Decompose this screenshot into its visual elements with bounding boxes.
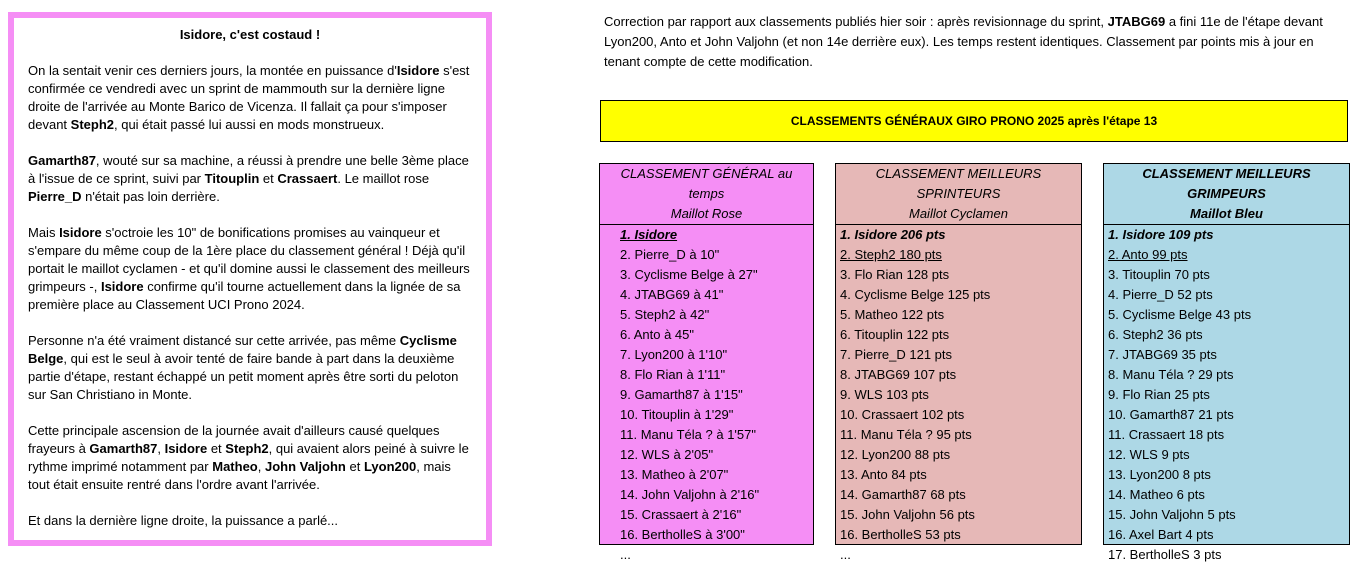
ranking-row: 2. Pierre_D à 10" (620, 247, 720, 262)
rider-name: Pierre_D (28, 189, 82, 204)
ranking-row: 6. Steph2 36 pts (1108, 327, 1203, 342)
ranking-row: 3. Flo Rian 128 pts (840, 267, 950, 282)
ranking-row: 8. Manu Téla ? 29 pts (1108, 367, 1234, 382)
ranking-row: 6. Anto à 45" (620, 327, 695, 342)
article-paragraph (28, 512, 472, 530)
rider-name: Cyclisme Belge (28, 333, 457, 366)
rider-name: Isidore (396, 63, 440, 78)
climb-classification-list (1104, 225, 1349, 565)
ranking-row: 4. JTABG69 à 41" (620, 287, 724, 302)
ranking-row: 4. Cyclisme Belge 125 pts (840, 287, 991, 302)
correction-note (604, 12, 1334, 72)
ranking-row: 16. BertholleS 53 pts (840, 527, 961, 542)
ranking-row: 10. Gamarth87 21 pts (1108, 407, 1234, 422)
rider-name: Isidore (100, 279, 144, 294)
article-paragraph (28, 224, 472, 314)
ranking-row: 5. Cyclisme Belge 43 pts (1108, 307, 1252, 322)
banner-title: CLASSEMENTS GÉNÉRAUX GIRO PRONO 2025 après l'étape 13 (790, 114, 1158, 128)
rider-name: Gamarth87 (89, 441, 158, 456)
text-run: , mais tout était ensuite rentré dans l'ordre avant l'arrivée. (28, 459, 451, 492)
climb-classification-title: CLASSEMENT MEILLEURS GRIMPEURS (1142, 166, 1311, 201)
article-paragraph (28, 332, 472, 404)
climb-classification-subtitle: Maillot Bleu (1190, 206, 1263, 221)
ranking-row: 8. Flo Rian à 1'11" (620, 367, 726, 382)
rider-name: JTABG69 (1107, 14, 1166, 29)
text-run: , wouté sur sa machine, a réussi à prendre une belle 3ème place à l'issue de ce sprint, suivi par (28, 153, 469, 186)
climb-classification-table (1103, 163, 1350, 562)
ranking-row: 11. Manu Téla ? à 1'57" (620, 427, 756, 442)
article-body (28, 62, 472, 530)
sprint-classification-header (836, 164, 1081, 225)
ranking-row: 16. Axel Bart 4 pts (1108, 527, 1214, 542)
text-run: , qui était passé lui aussi en mods monstrueux. (114, 117, 385, 132)
text-run: a fini 11e de l'étape devant Lyon200, Anto et John Valjohn (et non 14e derrière eux). Les temps restent identiques. Classement par points mis à jour en tenant compte de cette modification. (604, 14, 1323, 69)
ranking-row: 14. John Valjohn à 2'16" (620, 487, 760, 502)
general-classification-list (600, 225, 813, 565)
text-run: et (207, 441, 226, 456)
ranking-row: 7. Pierre_D 121 pts (840, 347, 953, 362)
general-classification-header (600, 164, 813, 225)
general-classification-title: CLASSEMENT GÉNÉRAL au temps (620, 166, 793, 201)
ranking-row: 1. Isidore 206 pts (840, 227, 946, 242)
ranking-row: 11. Manu Téla ? 95 pts (840, 427, 972, 442)
ranking-row: 1. Isidore 109 pts (1108, 227, 1214, 242)
rider-name: Titouplin (204, 171, 260, 186)
article-paragraph (28, 422, 472, 494)
text-run: Et dans la dernière ligne droite, la puissance a parlé... (28, 513, 339, 528)
rider-name: Matheo (212, 459, 258, 474)
ranking-row: 7. JTABG69 35 pts (1108, 347, 1217, 362)
text-run: , (157, 441, 165, 456)
text-run: et (345, 459, 364, 474)
rider-name: Isidore (164, 441, 208, 456)
ranking-row: 9. Gamarth87 à 1'15" (620, 387, 743, 402)
ranking-row: 3. Cyclisme Belge à 27" (620, 267, 758, 282)
ranking-row: 17. BertholleS 3 pts (1108, 547, 1222, 562)
text-run: , qui avaient alors peiné à suivre le rythme imprimé notamment par (28, 441, 469, 474)
ranking-row: 1. Isidore (620, 227, 678, 242)
ranking-row: 13. Anto 84 pts (840, 467, 927, 482)
ranking-row: ... (620, 547, 631, 562)
ranking-row: 15. John Valjohn 56 pts (840, 507, 975, 522)
text-run: confirme qu'il tourne actuellement dans la lignée de sa première place au Classement UCI Prono 2024. (28, 279, 461, 312)
text-run: et (259, 171, 278, 186)
text-run: n'était pas loin derrière. (81, 189, 220, 204)
sprint-classification-title: CLASSEMENT MEILLEURS SPRINTEURS (875, 166, 1042, 201)
rider-name: Isidore (59, 225, 102, 240)
climb-classification-header (1104, 164, 1349, 225)
ranking-row: 3. Titouplin 70 pts (1108, 267, 1210, 282)
ranking-row: 14. Matheo 6 pts (1108, 487, 1205, 502)
ranking-row: 14. Gamarth87 68 pts (840, 487, 966, 502)
ranking-row: 5. Steph2 à 42" (620, 307, 710, 322)
ranking-row: 4. Pierre_D 52 pts (1108, 287, 1213, 302)
text-run: Cette principale ascension de la journée avait d'ailleurs causé quelques frayeurs à (28, 423, 440, 456)
rider-name: Steph2 (225, 441, 269, 456)
article-paragraph (28, 152, 472, 206)
ranking-row: ... (840, 547, 851, 562)
text-run: . Le maillot rose (337, 171, 430, 186)
ranking-row: 15. John Valjohn 5 pts (1108, 507, 1236, 522)
ranking-row: 10. Titouplin à 1'29" (620, 407, 734, 422)
text-run: s'est confirmée ce vendredi avec un sprint de mammouth sur la dernière ligne droite de l'arrivée au Monte Barico de Vicenza. Il fallait ça pour s'imposer devant (28, 63, 470, 132)
ranking-row: 11. Crassaert 18 pts (1108, 427, 1225, 442)
classification-banner (600, 100, 1348, 142)
rider-name: Crassaert (277, 171, 338, 186)
sprint-classification-table (835, 163, 1082, 562)
ranking-row: 8. JTABG69 107 pts (840, 367, 957, 382)
rider-name: Lyon200 (363, 459, 417, 474)
ranking-row: 13. Matheo à 2'07" (620, 467, 729, 482)
ranking-row: 16. BertholleS à 3'00" (620, 527, 745, 542)
ranking-row: 12. WLS à 2'05" (620, 447, 714, 462)
text-run: Mais (28, 225, 60, 240)
sprint-classification-list (836, 225, 1081, 565)
ranking-row: 15. Crassaert à 2'16" (620, 507, 742, 522)
text-run: , (257, 459, 265, 474)
ranking-row: 2. Steph2 180 pts (840, 247, 942, 262)
ranking-row: 7. Lyon200 à 1'10" (620, 347, 728, 362)
article-box (8, 12, 492, 546)
general-classification-table (599, 163, 814, 562)
text-run: , qui est le seul à avoir tenté de faire bande à part dans la deuxième partie d'étape, restant échappé un petit moment après être sorti du peloton sur San Christiano in Monte. (28, 351, 459, 402)
ranking-row: 12. Lyon200 88 pts (840, 447, 951, 462)
rider-name: Steph2 (70, 117, 114, 132)
rider-name: John Valjohn (264, 459, 346, 474)
ranking-row: 2. Anto 99 pts (1108, 247, 1188, 262)
article-title: Isidore, c'est costaud ! (179, 27, 321, 42)
ranking-row: 13. Lyon200 8 pts (1108, 467, 1211, 482)
rider-name: Gamarth87 (28, 153, 96, 168)
ranking-row: 10. Crassaert 102 pts (840, 407, 965, 422)
ranking-row: 12. WLS 9 pts (1108, 447, 1190, 462)
general-classification-subtitle: Maillot Rose (670, 206, 743, 221)
article-paragraph (28, 62, 472, 134)
text-run: On la sentait venir ces derniers jours, la montée en puissance d' (28, 63, 397, 78)
sprint-classification-subtitle: Maillot Cyclamen (909, 206, 1008, 221)
ranking-row: 9. Flo Rian 25 pts (1108, 387, 1210, 402)
ranking-row: 9. WLS 103 pts (840, 387, 929, 402)
text-run: Correction par rapport aux classements publiés hier soir : après revisionnage du sprint, (604, 14, 1108, 29)
ranking-row: 6. Titouplin 122 pts (840, 327, 950, 342)
text-run: Personne n'a été vraiment distancé sur cette arrivée, pas même (28, 333, 400, 348)
ranking-row: 5. Matheo 122 pts (840, 307, 945, 322)
text-run: s'octroie les 10" de bonifications promises au vainqueur et s'empare du même coup de la 1ère place du classement général ! Déjà qu'il portait le maillot cyclamen - et qu'il domine aussi le classement des meilleurs grimpeurs -, (28, 225, 470, 294)
